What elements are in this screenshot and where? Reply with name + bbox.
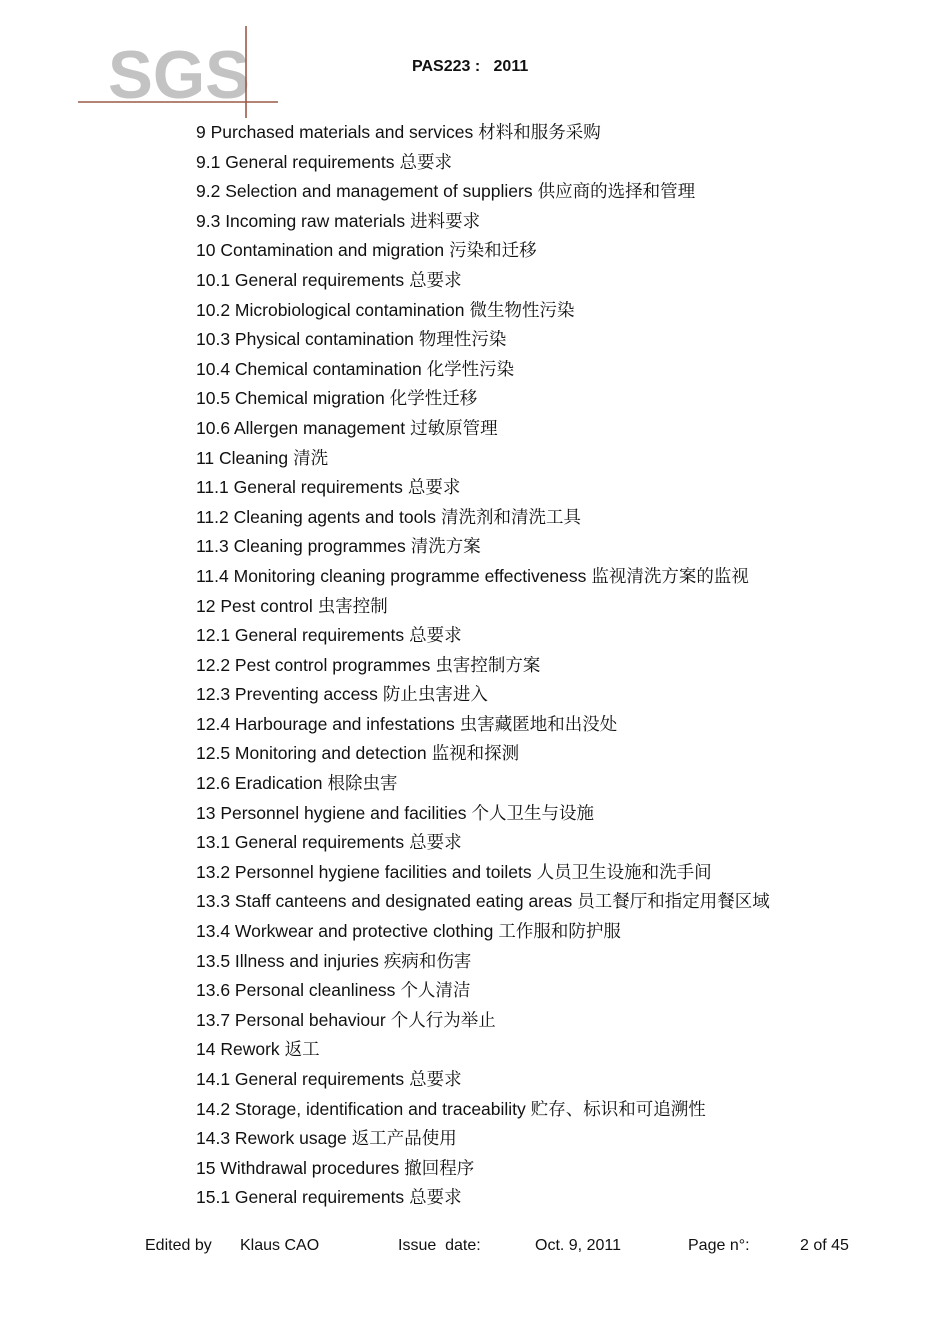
toc-entry-chinese: 贮存、标识和可追溯性 (530, 1099, 706, 1120)
toc-entry-english: 10.4 Chemical contamination (196, 358, 422, 379)
toc-entry (196, 769, 916, 799)
toc-entry-chinese: 疾病和伤害 (383, 951, 472, 972)
toc-entry-chinese: 总要求 (409, 270, 462, 291)
toc-entry-english: 14 Rework (196, 1039, 280, 1060)
toc-entry-chinese: 总要求 (409, 626, 462, 647)
toc-entry (196, 444, 916, 474)
toc-entry-english: 10.5 Chemical migration (196, 388, 385, 409)
toc-entry-english: 10.6 Allergen management (196, 417, 406, 438)
toc-entry-chinese: 化学性污染 (426, 359, 515, 380)
toc-entry (196, 976, 916, 1006)
toc-entry (196, 177, 916, 207)
toc-entry-english: 11 Cleaning (196, 447, 289, 468)
toc-entry-chinese: 总要求 (409, 833, 462, 854)
toc-entry (196, 1035, 916, 1065)
toc-entry-english: 11.2 Cleaning agents and tools (196, 506, 436, 527)
toc-entry-chinese: 物理性污染 (418, 330, 507, 351)
toc-entry-chinese: 个人行为举止 (390, 1010, 496, 1031)
toc-entry-chinese: 返工 (284, 1040, 320, 1061)
toc-entry-english: 15 Withdrawal procedures (196, 1157, 400, 1178)
toc-entry (196, 473, 916, 503)
sgs-logo-text: SGS (108, 37, 250, 113)
sgs-logo-graphic (78, 26, 278, 118)
toc-entry-chinese: 化学性迁移 (389, 389, 478, 410)
toc-entry-english: 13.5 Illness and injuries (196, 950, 379, 971)
toc-entry-english: 14.1 General requirements (196, 1069, 405, 1089)
toc-entry (196, 917, 916, 947)
toc-entry-english: 11.3 Cleaning programmes (196, 536, 406, 557)
toc-entry-chinese: 过敏原管理 (410, 418, 498, 439)
toc-entry-chinese: 清洗方案 (410, 537, 481, 558)
toc-entry-english: 9 Purchased materials and services (196, 122, 474, 142)
toc-entry-chinese: 污染和迁移 (449, 241, 537, 262)
issue-date: Oct. 9, 2011 (535, 1237, 621, 1254)
toc-entry (196, 828, 916, 858)
toc-entry-chinese: 人员卫生设施和洗手间 (536, 862, 712, 883)
toc-entry-chinese: 虫害控制方案 (435, 655, 541, 676)
toc-entry-chinese: 虫害藏匿地和出没处 (459, 714, 618, 735)
toc-entry-chinese: 监视和探测 (431, 744, 520, 765)
toc-entry-english: 12.2 Pest control programmes (196, 654, 431, 675)
toc-entry-chinese: 进料要求 (410, 211, 481, 232)
toc-entry (196, 562, 916, 592)
toc-entry-chinese: 根除虫害 (327, 774, 398, 795)
toc-entry-chinese: 虫害控制 (317, 596, 388, 617)
toc-entry (196, 148, 916, 178)
toc-entry-chinese: 员工餐厅和指定用餐区域 (577, 892, 770, 913)
toc-entry-english: 13.7 Personal behaviour (196, 1009, 386, 1030)
toc-entry (196, 858, 916, 888)
editor-name: Klaus CAO (240, 1237, 320, 1254)
toc-entry-english: 15.1 General requirements (196, 1187, 405, 1208)
toc-entry (196, 887, 916, 917)
toc-entry (196, 1095, 916, 1125)
toc-entry-english: 11.4 Monitoring cleaning programme effectiveness (196, 565, 587, 586)
toc-entry-chinese: 防止虫害进入 (382, 685, 488, 706)
toc-entry (196, 503, 916, 533)
edited-by-label: Edited by (145, 1237, 212, 1254)
toc-entry-english: 12.1 General requirements (196, 625, 405, 646)
toc-entry (196, 355, 916, 385)
toc-entry (196, 296, 916, 326)
toc-entry (196, 325, 916, 355)
toc-entry-chinese: 材料和服务采购 (478, 123, 601, 143)
toc-entry-english: 13.1 General requirements (196, 832, 405, 853)
toc-entry-english: 14.3 Rework usage (196, 1128, 347, 1149)
toc-entry-english: 13.3 Staff canteens and designated eating areas (196, 891, 573, 912)
toc-entry-chinese: 个人清洁 (400, 981, 471, 1002)
toc-entry-english: 11.1 General requirements (196, 477, 403, 498)
toc-entry-chinese: 监视清洗方案的监视 (591, 566, 749, 587)
sgs-logo (78, 26, 278, 118)
toc-entry-chinese: 清洗剂和清洗工具 (441, 507, 581, 528)
toc-entry-chinese: 总要求 (409, 1188, 462, 1209)
toc-entry (196, 592, 916, 622)
toc-entry-chinese: 返工产品使用 (351, 1129, 457, 1150)
toc-entry-chinese: 总要求 (407, 478, 461, 499)
toc-entry (196, 236, 916, 266)
toc-entry-english: 13.6 Personal cleanliness (196, 980, 396, 1001)
toc-entry-chinese: 清洗 (293, 448, 329, 469)
toc-entry (196, 532, 916, 562)
toc-entry (196, 621, 916, 651)
toc-entry-chinese: 微生物性污染 (469, 300, 575, 321)
toc-entry-english: 12.6 Eradication (196, 773, 323, 794)
toc-entry (196, 799, 916, 829)
toc-entry-english: 12.4 Harbourage and infestations (196, 713, 455, 734)
toc-entry-english: 13.4 Workwear and protective clothing (196, 921, 494, 942)
page-number-label: Page n°: (688, 1237, 750, 1254)
toc-entry (196, 710, 916, 740)
toc-entry-english: 14.2 Storage, identification and traceability (196, 1098, 526, 1119)
table-of-contents (196, 118, 916, 1213)
toc-entry-chinese: 工作服和防护服 (498, 922, 621, 943)
toc-entry (196, 207, 916, 237)
toc-entry (196, 651, 916, 681)
toc-entry-english: 12.5 Monitoring and detection (196, 743, 427, 764)
issue-date-label: Issue date: (398, 1237, 481, 1254)
toc-entry (196, 1183, 916, 1213)
toc-entry-english: 9.3 Incoming raw materials (196, 210, 406, 231)
toc-entry-english: 9.1 General requirements (196, 151, 395, 172)
toc-entry-english: 10.3 Physical contamination (196, 329, 414, 350)
toc-entry-english: 13 Personnel hygiene and facilities (196, 802, 467, 823)
toc-entry (196, 414, 916, 444)
toc-entry-chinese: 总要求 (399, 152, 452, 173)
toc-entry-english: 10.1 General requirements (196, 269, 405, 290)
toc-entry-english: 10.2 Microbiological contamination (196, 299, 465, 320)
toc-entry (196, 384, 916, 414)
toc-entry-english: 9.2 Selection and management of suppliers (196, 181, 533, 202)
toc-entry (196, 1006, 916, 1036)
toc-entry (196, 1124, 916, 1154)
page-number: 2 of 45 (800, 1237, 849, 1254)
page-footer (0, 1237, 950, 1257)
toc-entry-english: 12 Pest control (196, 595, 313, 616)
toc-entry-chinese: 撤回程序 (404, 1158, 475, 1179)
toc-entry (196, 1065, 916, 1095)
toc-entry-chinese: 总要求 (409, 1070, 462, 1090)
toc-entry (196, 1154, 916, 1184)
toc-entry-english: 10 Contamination and migration (196, 240, 445, 261)
toc-entry-chinese: 个人卫生与设施 (471, 803, 594, 824)
document-code: PAS223 : 2011 (412, 58, 529, 75)
toc-entry (196, 680, 916, 710)
toc-entry (196, 947, 916, 977)
toc-entry (196, 266, 916, 296)
toc-entry (196, 118, 916, 148)
toc-entry-chinese: 供应商的选择和管理 (537, 182, 696, 203)
toc-entry-english: 13.2 Personnel hygiene facilities and toilets (196, 861, 532, 882)
toc-entry-english: 12.3 Preventing access (196, 684, 378, 705)
toc-entry (196, 739, 916, 769)
